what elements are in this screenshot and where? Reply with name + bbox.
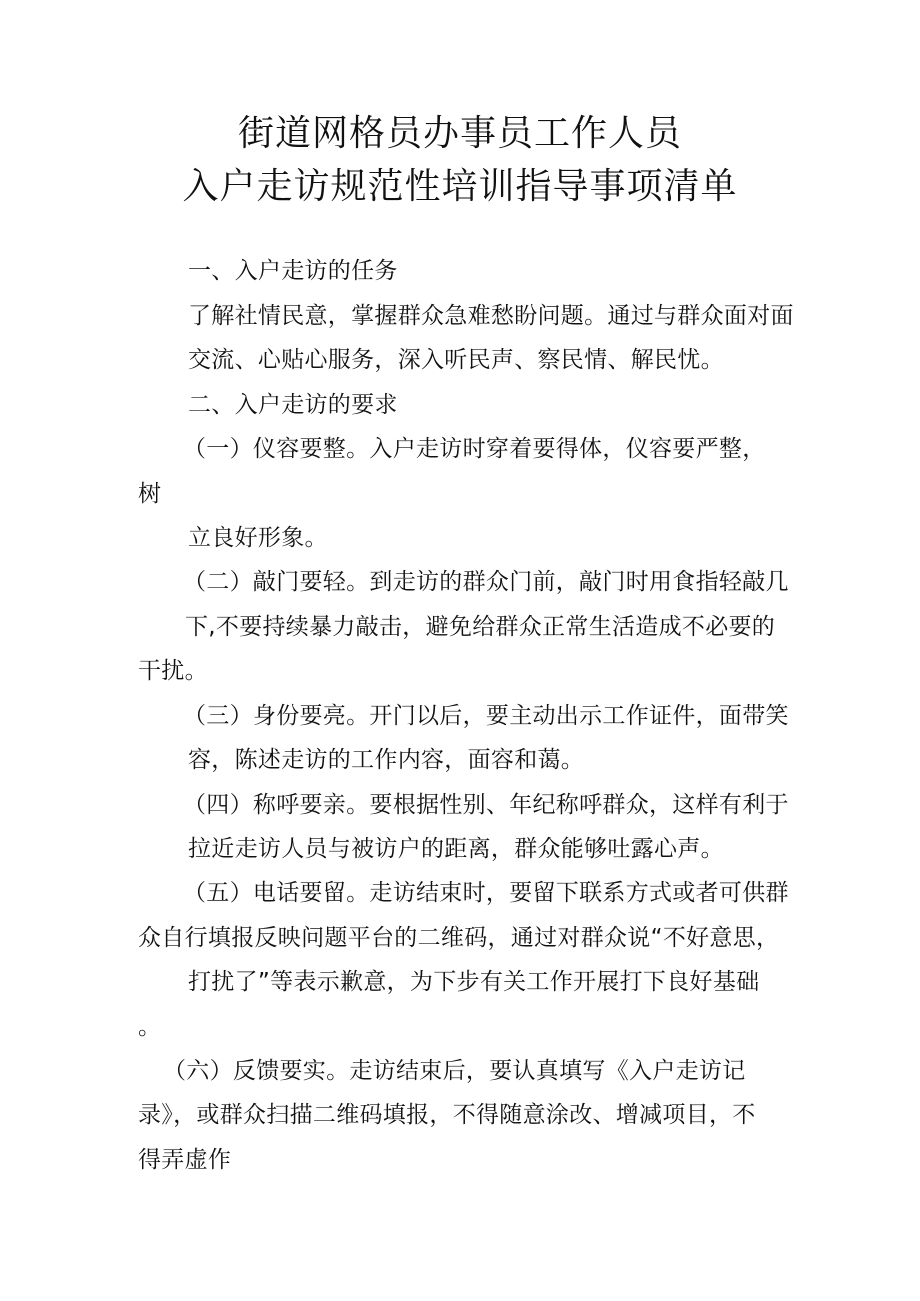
paragraph-line: （六）反馈要实。走访结束后，要认真填写《入户走访记	[163, 1058, 746, 1084]
paragraph-line: （一）仪容要整。入户走访时穿着要得体，仪容要严整，	[183, 436, 766, 462]
paragraph-line: 了解社情民意，掌握群众急难愁盼问题。通过与群众面对面	[188, 303, 794, 329]
paragraph-line: 录》，或群众扫描二维码填报，不得随意涂改、增减项目，不	[138, 1102, 756, 1128]
paragraph-line: 得弄虚作	[138, 1147, 232, 1173]
paragraph-line: 众自行填报反映问题平台的二维码，通过对群众说“不好意思，	[138, 925, 780, 951]
paragraph-line: 下,不要持续暴力敲击，避免给群众正常生活造成不必要的	[185, 614, 776, 640]
paragraph-line: （四）称呼要亲。要根据性别、年纪称呼群众，这样有利于	[183, 792, 789, 818]
paragraph-line: 容，陈述走访的工作内容，面容和蔼。	[188, 747, 585, 773]
paragraph-line: 。	[138, 1014, 162, 1040]
section-heading-2: 二、入户走访的要求	[188, 392, 398, 418]
paragraph-line: 交流、心贴心服务，深入听民声、察民情、解民忧。	[188, 347, 724, 373]
paragraph-line: 打扰了”等表示歉意，为下步有关工作开展打下良好基础	[188, 969, 760, 995]
paragraph-line: （二）敲门要轻。到走访的群众门前，敲门时用食指轻敲几	[183, 569, 789, 595]
paragraph-line: 树	[138, 481, 162, 507]
paragraph-line: （五）电话要留。走访结束时，要留下联系方式或者可供群	[183, 880, 789, 906]
paragraph-line: （三）身份要亮。开门以后，要主动出示工作证件，面带笑	[183, 703, 789, 729]
paragraph-line: 干扰。	[138, 658, 208, 684]
title-line-2: 入户走访规范性培训指导事项清单	[182, 166, 738, 207]
paragraph-line: 立良好形象。	[188, 525, 328, 551]
paragraph-line: 拉近走访人员与被访户的距离，群众能够吐露心声。	[188, 836, 724, 862]
section-heading-1: 一、入户走访的任务	[188, 258, 398, 284]
title-line-1: 街道网格员办事员工作人员	[237, 113, 682, 154]
